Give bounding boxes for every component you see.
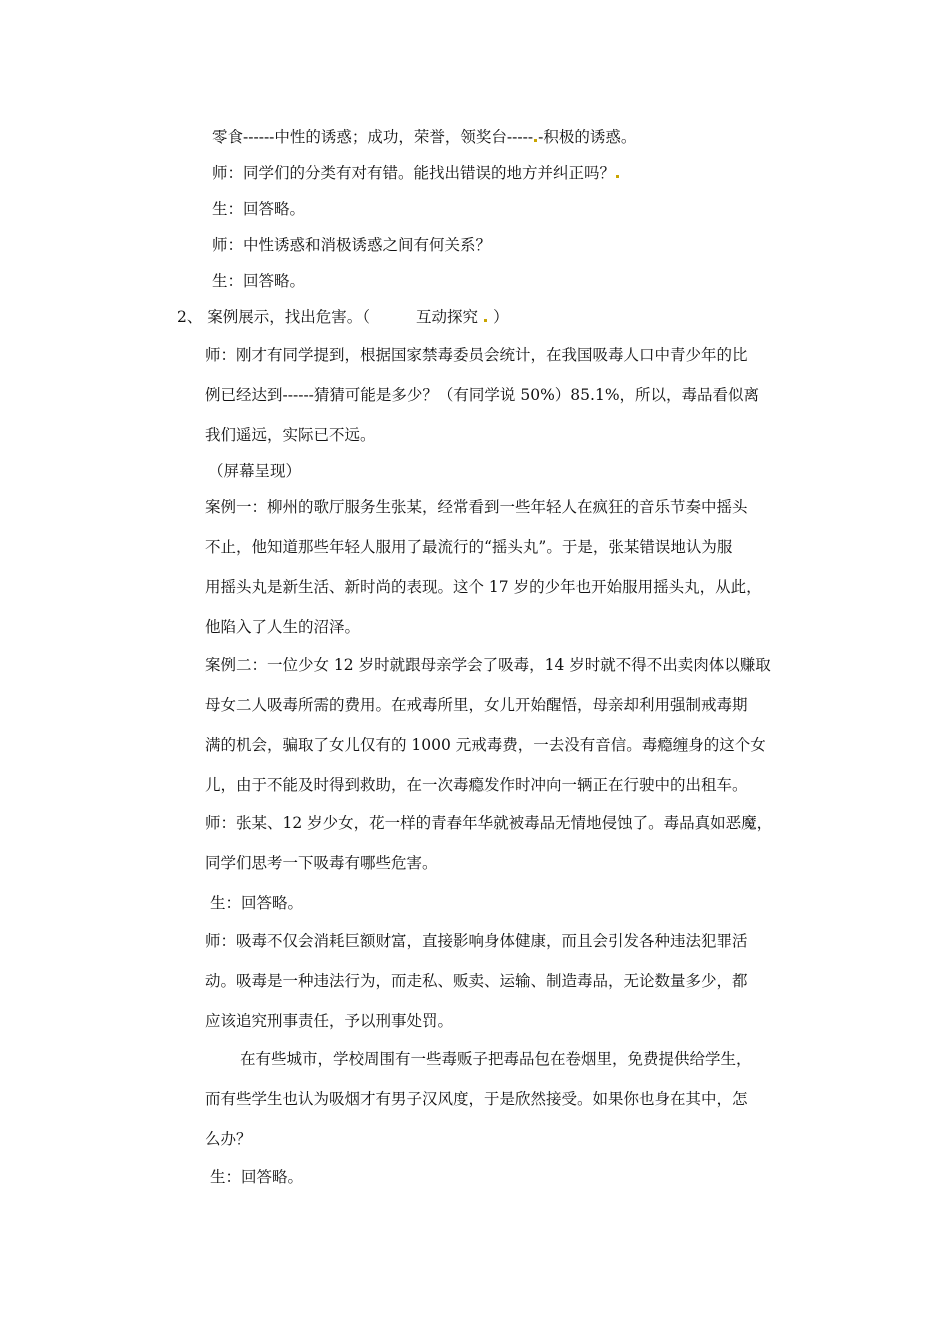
text-line: （屏幕呈现） [208,462,302,480]
text-line: 他陷入了人生的沼泽。 [205,618,361,636]
text-segment: 零食------中性的诱惑；成功，荣誉，领奖台----- [212,128,534,146]
text-line: 师：刚才有同学提到，根据国家禁毒委员会统计，在我国吸毒人口中青少年的比 [205,346,748,364]
text-segment: ） [493,308,509,326]
text-line: 例已经达到------猜猜可能是多少？（有同学说 50%）85.1%，所以，毒品看似离 [205,386,760,404]
text-line: 而有些学生也认为吸烟才有男子汉风度，于是欣然接受。如果你也身在其中，怎 [205,1090,748,1108]
text-line: 应该追究刑事责任，予以刑事处罚。 [205,1012,454,1030]
text-line: 生：回答略。 [210,894,304,912]
text-segment: -积极的诱惑。 [538,128,637,146]
text-segment: 互动探究 [416,308,479,326]
text-line: 案例一：柳州的歌厅服务生张某，经常看到一些年轻人在疯狂的音乐节奏中摇头 [205,498,748,516]
text-line [212,163,620,183]
marker-dot [616,175,619,178]
text-line [177,307,509,327]
text-line: 案例二：一位少女 12 岁时就跟母亲学会了吸毒，14 岁时就不得不出卖肉体以赚取 [205,656,771,674]
text-line: 师：中性诱惑和消极诱惑之间有何关系？ [212,236,492,254]
text-line: 我们遥远，实际已不远。 [205,426,376,444]
marker-dot [534,139,537,142]
text-line: 师：张某、12 岁少女，花一样的青春年华就被毒品无情地侵蚀了。毒品真如恶魔， [205,814,773,832]
text-segment: 2、 案例展示，找出危害。（ [177,308,371,326]
text-line: 生：回答略。 [212,272,306,290]
text-line: 生：回答略。 [212,200,306,218]
text-line: 母女二人吸毒所需的费用。在戒毒所里，女儿开始醒悟，母亲却利用强制戒毒期 [205,696,748,714]
text-line: 同学们思考一下吸毒有哪些危害。 [205,854,438,872]
text-segment: 师：同学们的分类有对有错。能找出错误的地方并纠正吗？ [212,164,616,182]
text-line: 用摇头丸是新生活、新时尚的表现。这个 17 岁的少年也开始服用摇头丸，从此， [205,578,762,596]
text-line: 么办？ [205,1130,252,1148]
text-line: 生：回答略。 [210,1168,304,1186]
text-line: 在有些城市，学校周围有一些毒贩子把毒品包在卷烟里，免费提供给学生， [240,1050,752,1068]
text-line [212,127,636,147]
text-line: 满的机会，骗取了女儿仅有的 1000 元戒毒费，一去没有音信。毒瘾缠身的这个女 [205,736,766,754]
text-line: 师：吸毒不仅会消耗巨额财富，直接影响身体健康，而且会引发各种违法犯罪活 [205,932,748,950]
text-line: 儿，由于不能及时得到救助，在一次毒瘾发作时冲向一辆正在行驶中的出租车。 [205,776,748,794]
marker-dot [484,319,487,322]
text-line: 动。吸毒是一种违法行为，而走私、贩卖、运输、制造毒品，无论数量多少，都 [205,972,748,990]
text-line: 不止，他知道那些年轻人服用了最流行的“摇头丸”。于是，张某错误地认为服 [205,538,733,556]
